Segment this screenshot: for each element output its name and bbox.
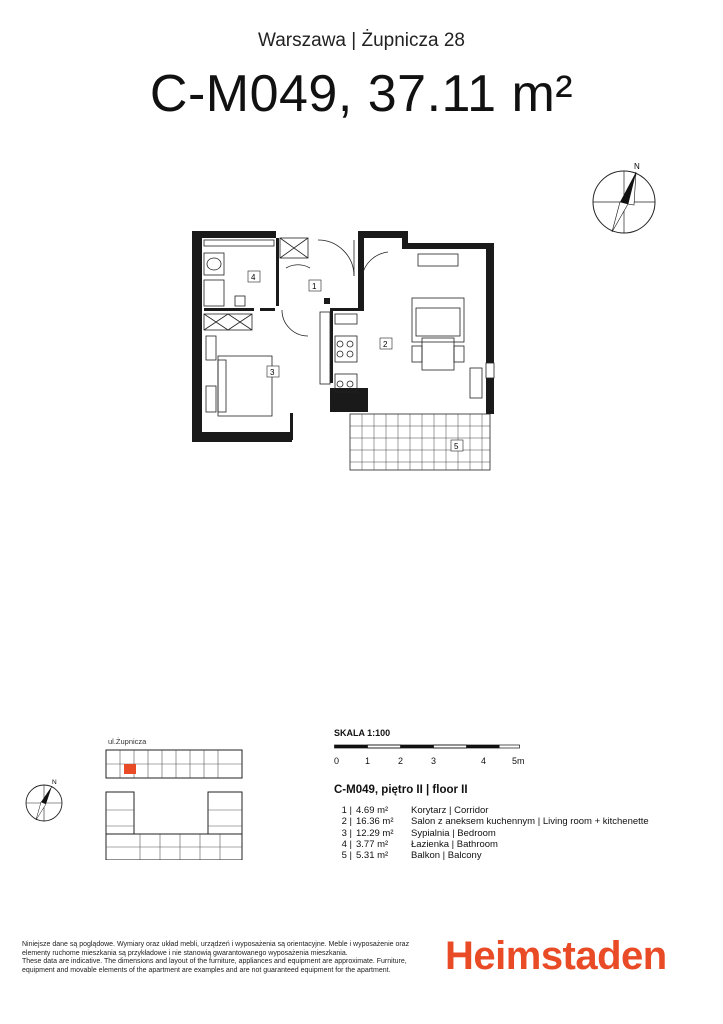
- room-name: Balkon | Balcony: [411, 850, 482, 862]
- site-plan: [100, 730, 250, 860]
- bath-shelf: [204, 240, 274, 246]
- room-label-4: 4: [251, 273, 256, 282]
- scale-tick-4: 4: [481, 756, 487, 766]
- scale-tick-5: 5m: [512, 756, 525, 766]
- floor-plan: [190, 228, 496, 476]
- wall-north-right-b: [402, 243, 494, 249]
- cooktop: [335, 336, 357, 362]
- apartment-title: C-M049, 37.11 m²: [149, 65, 574, 123]
- room-number: 4 |: [341, 838, 352, 850]
- bath-cabinet: [204, 280, 224, 306]
- tv-unit: [418, 254, 458, 266]
- room-label-3: 3: [270, 368, 275, 377]
- unit-header: C-M049, piętro II | floor II: [334, 784, 468, 796]
- nightstand: [206, 336, 216, 360]
- room-label-2: 2: [383, 340, 388, 349]
- wall-north-left: [192, 231, 276, 238]
- scale-tick-0: 0: [334, 756, 340, 766]
- room-label-1: 1: [312, 282, 317, 291]
- scale-title: SKALA 1:100: [334, 728, 391, 738]
- washbasin-bowl: [207, 258, 221, 270]
- disclaimer-en: These data are indicative. The dimensions and layout of the furniture, appliances and equipment are approximate. Furniture, equipment and movable elements of the apartment are examples and are not guaranteed equipment for the apartment.: [22, 958, 407, 974]
- room-number: 5 |: [341, 850, 352, 862]
- wall-kitchen-top: [330, 308, 364, 311]
- room-row: [334, 828, 649, 839]
- toilet: [235, 296, 245, 306]
- wall-bath-bottom: [204, 308, 254, 311]
- apartment-highlight: [124, 764, 136, 774]
- nightstand-2: [206, 386, 216, 412]
- room-number: 1 |: [341, 805, 352, 816]
- balcony-tiles: [350, 414, 490, 470]
- room-name: Salon z aneksem kuchennym | Living room + kitchenette: [411, 816, 649, 828]
- room-area: 12.29 m²: [356, 827, 394, 839]
- wall-pillar: [324, 298, 330, 304]
- scale-bar: [334, 728, 534, 766]
- room-row: [334, 839, 649, 850]
- room-label-5: 5: [454, 442, 459, 451]
- scale-tick-2: 2: [398, 756, 404, 766]
- wall-bath-right: [276, 238, 279, 306]
- room-row: [334, 850, 649, 861]
- wall-south: [192, 432, 292, 442]
- room-area: 3.77 m²: [356, 838, 389, 850]
- room-area: 16.36 m²: [356, 816, 394, 828]
- compass-icon: [590, 160, 662, 240]
- wall-bedroom-right: [330, 308, 333, 383]
- wall-entry-left: [290, 413, 293, 440]
- wall-east-upper: [486, 243, 494, 363]
- room-list: [334, 805, 649, 861]
- address-subtitle: Warszawa | Żupnicza 28: [258, 30, 465, 51]
- room-row: [334, 816, 649, 827]
- entrance-door-swing: [318, 240, 354, 276]
- mini-north-label: N: [52, 779, 57, 786]
- room-area: 5.31 m²: [356, 850, 389, 862]
- wardrobe: [204, 314, 252, 330]
- street-label: ul.Żupnicza: [108, 737, 147, 746]
- room-name: Sypialnia | Bedroom: [411, 827, 496, 839]
- north-label: N: [634, 162, 640, 171]
- sofa: [412, 298, 464, 342]
- kitchen-counter: [320, 312, 330, 384]
- wall-north-right-a: [358, 231, 406, 238]
- dining-table: [422, 338, 454, 370]
- room-number: 2 |: [341, 816, 352, 828]
- wall-east-lower: [486, 378, 494, 414]
- disclaimer: [22, 941, 432, 975]
- wall-bath-bottom-b: [260, 308, 275, 311]
- room-area: 4.69 m²: [356, 805, 389, 816]
- room-row: [334, 805, 649, 816]
- balcony-outline: [350, 414, 490, 470]
- wall-west: [192, 231, 202, 442]
- scale-tick-1: 1: [365, 756, 371, 766]
- mini-compass-icon: [24, 776, 68, 824]
- disclaimer-pl: Niniejsze dane są poglądowe. Wymiary oraz układ mebli, urządzeń i wyposażenia są orientacyjne. Meble i wyposażenie oraz elementy ruchome mieszkania są przykładowe i nie stanowią gwarantowanego wyposażenia mieszkania.: [22, 941, 410, 957]
- room-name: Korytarz | Corridor: [411, 805, 489, 816]
- scale-tick-3: 3: [431, 756, 437, 766]
- room-number: 3 |: [341, 827, 352, 839]
- brand-logo: Heimstaden: [445, 934, 667, 978]
- room-name: Łazienka | Bathroom: [411, 838, 498, 850]
